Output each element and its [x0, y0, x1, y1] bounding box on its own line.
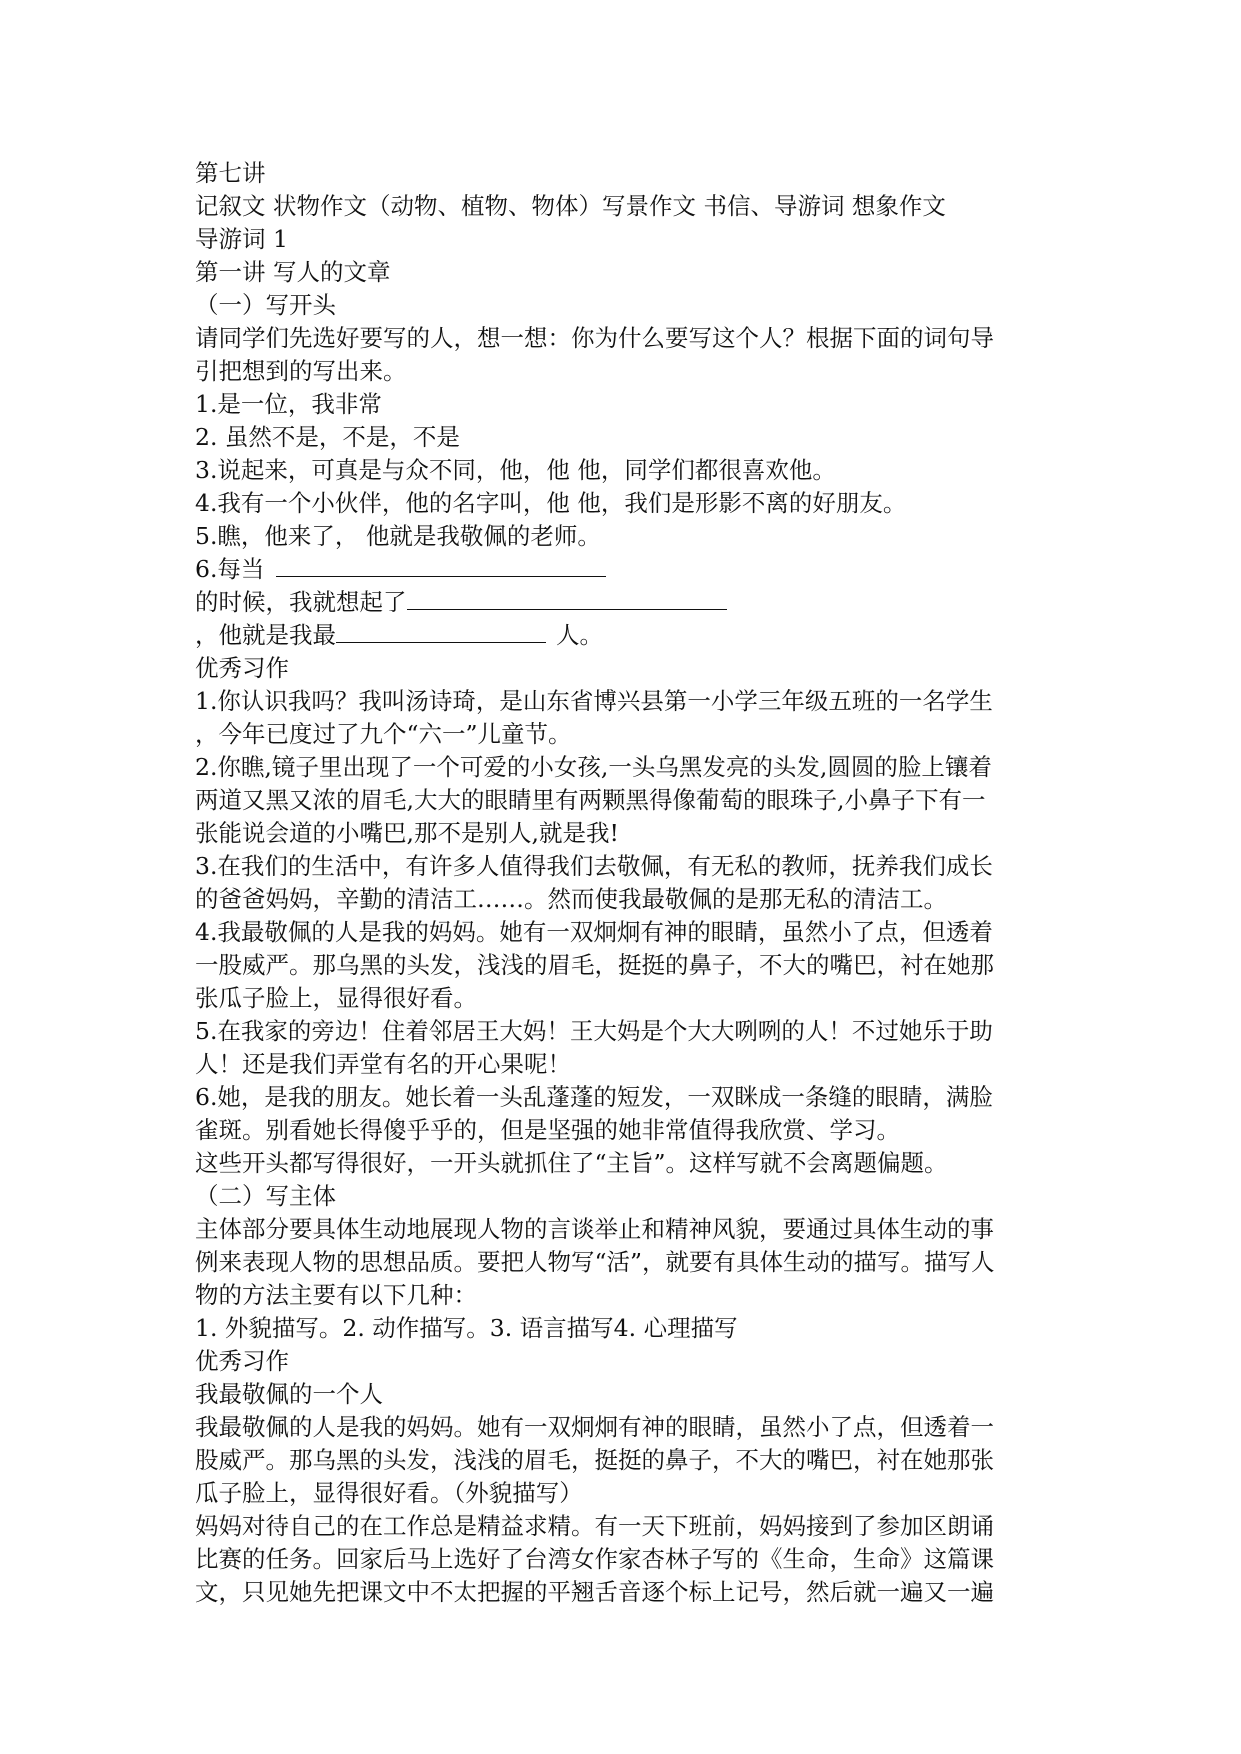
- paragraph-line: 1.你认识我吗？我叫汤诗琦，是山东省博兴县第一小学三年级五班的一名学生: [195, 687, 993, 715]
- prompt-text: ，他就是我最: [195, 621, 336, 649]
- lecture-heading: 第七讲: [195, 159, 266, 187]
- paragraph-line: 3.在我们的生活中，有许多人值得我们去敬佩，有无私的教师，抚养我们成长: [195, 852, 993, 880]
- prompt-item: 1.是一位，我非常: [195, 390, 382, 418]
- essay-title: 我最敬佩的一个人: [195, 1380, 383, 1408]
- prompt-item: 2. 虽然不是，不是，不是: [195, 423, 460, 451]
- paragraph-line: 两道又黑又浓的眉毛,大大的眼睛里有两颗黑得像葡萄的眼珠子,小鼻子下有一: [195, 786, 986, 814]
- prompt-text: 的时候，我就想起了: [195, 588, 407, 616]
- prompt-item-fill: [195, 586, 1055, 619]
- prompt-item-fill: [195, 553, 1055, 586]
- paragraph-line: 5.在我家的旁边！住着邻居王大妈！王大妈是个大大咧咧的人！不过她乐于助: [195, 1017, 993, 1045]
- paragraph-line: 2.你瞧,镜子里出现了一个可爱的小女孩,一头乌黑发亮的头发,圆圆的脸上镶着: [195, 753, 992, 781]
- section-title: （二）写主体: [195, 1182, 336, 1210]
- tour-guide-label: 导游词 1: [195, 225, 288, 253]
- fill-blank: [276, 554, 606, 577]
- paragraph-line: 比赛的任务。回家后马上选好了台湾女作家杏林子写的《生命，生命》这篇课: [195, 1545, 994, 1573]
- paragraph-line: 张瓜子脸上，显得很好看。: [195, 984, 477, 1012]
- fill-blank: [336, 620, 546, 643]
- subheading: 优秀习作: [195, 1347, 289, 1375]
- prompt-item: 3.说起来，可真是与众不同，他，他 他，同学们都很喜欢他。: [195, 456, 836, 484]
- paragraph-line: 这些开头都写得很好，一开头就抓住了“主旨”。这样写就不会离题偏题。: [195, 1149, 948, 1177]
- paragraph-line: 6.她，是我的朋友。她长着一头乱蓬蓬的短发，一双眯成一条缝的眼睛，满脸: [195, 1083, 993, 1111]
- paragraph-line: 主体部分要具体生动地展现人物的言谈举止和精神风貌，要通过具体生动的事: [195, 1215, 994, 1243]
- paragraph-line: 的爸爸妈妈，辛勤的清洁工……。然而使我最敬佩的是那无私的清洁工。: [195, 885, 947, 913]
- paragraph-line: 雀斑。别看她长得傻乎乎的，但是坚强的她非常值得我欣赏、学习。: [195, 1116, 900, 1144]
- fill-blank: [407, 587, 727, 610]
- paragraph-line: 引把想到的写出来。: [195, 357, 407, 385]
- prompt-item-fill: [195, 619, 1055, 652]
- prompt-text: 6.每当: [195, 555, 265, 583]
- prompt-text: 人。: [556, 621, 603, 649]
- paragraph-line: 人！还是我们弄堂有名的开心果呢！: [195, 1050, 571, 1078]
- paragraph-line: 文，只见她先把课文中不太把握的平翘舌音逐个标上记号，然后就一遍又一遍: [195, 1578, 994, 1606]
- paragraph-line: ，今年已度过了九个“六一”儿童节。: [195, 720, 572, 748]
- prompt-item: 4.我有一个小伙伴，他的名字叫，他 他，我们是形影不离的好朋友。: [195, 489, 907, 517]
- paragraph-line: 我最敬佩的人是我的妈妈。她有一双炯炯有神的眼睛，虽然小了点，但透着一: [195, 1413, 994, 1441]
- paragraph-line: 例来表现人物的思想品质。要把人物写“活”，就要有具体生动的描写。描写人: [195, 1248, 995, 1276]
- paragraph-line: 张能说会道的小嘴巴,那不是别人,就是我!: [195, 819, 619, 847]
- paragraph-line: 物的方法主要有以下几种：: [195, 1281, 477, 1309]
- section-title: （一）写开头: [195, 291, 336, 319]
- genre-list: 记叙文 状物作文（动物、植物、物体）写景作文 书信、导游词 想象作文: [195, 192, 946, 220]
- paragraph-line: 股威严。那乌黑的头发，浅浅的眉毛，挺挺的鼻子，不大的嘴巴，衬在她那张: [195, 1446, 994, 1474]
- paragraph-line: 4.我最敬佩的人是我的妈妈。她有一双炯炯有神的眼睛，虽然小了点，但透着: [195, 918, 993, 946]
- paragraph-line: 请同学们先选好要写的人，想一想：你为什么要写这个人？根据下面的词句导: [195, 324, 994, 352]
- paragraph-line: 一股威严。那乌黑的头发，浅浅的眉毛，挺挺的鼻子，不大的嘴巴，衬在她那: [195, 951, 994, 979]
- paragraph-line: 瓜子脸上，显得很好看。（外貌描写）: [195, 1479, 583, 1507]
- lecture-title: 第一讲 写人的文章: [195, 258, 391, 286]
- method-list: 1. 外貌描写。2. 动作描写。3. 语言描写4. 心理描写: [195, 1314, 738, 1342]
- prompt-item: 5.瞧，他来了， 他就是我敬佩的老师。: [195, 522, 601, 550]
- subheading: 优秀习作: [195, 654, 289, 682]
- paragraph-line: 妈妈对待自己的在工作总是精益求精。有一天下班前，妈妈接到了参加区朗诵: [195, 1512, 994, 1540]
